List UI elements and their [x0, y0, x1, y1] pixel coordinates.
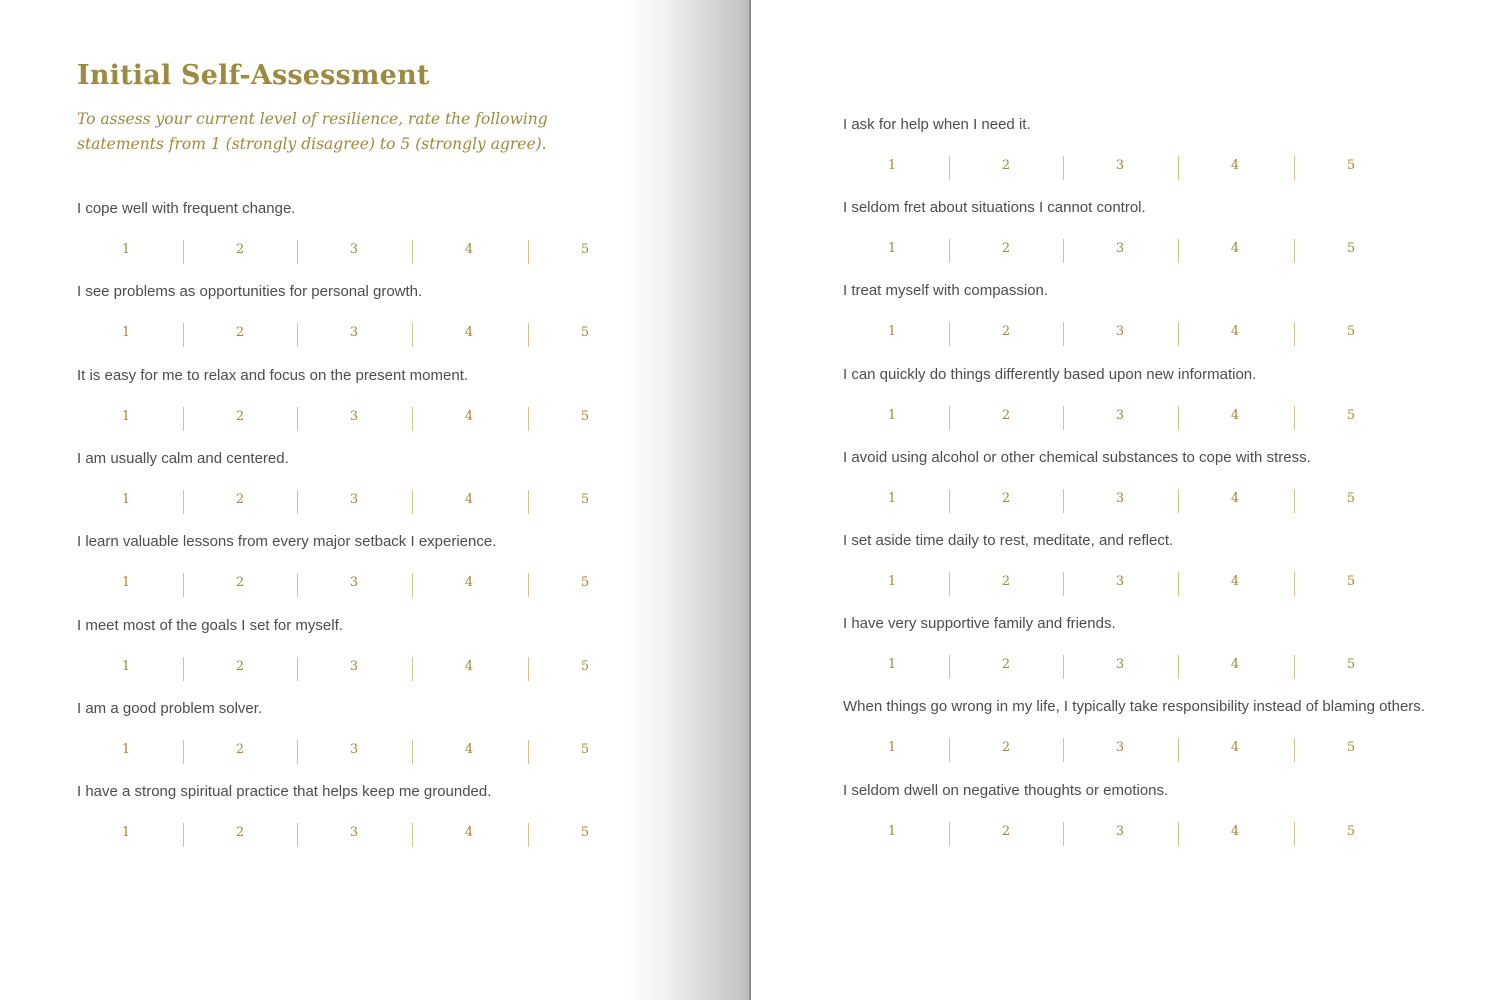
- rating-option-4[interactable]: 4: [464, 242, 474, 257]
- rating-option-2[interactable]: 2: [1001, 158, 1011, 173]
- rating-option-1[interactable]: 1: [887, 823, 897, 839]
- assessment-statement: I am a good problem solver.: [77, 699, 263, 717]
- rating-option-2[interactable]: 2: [1001, 823, 1011, 839]
- rating-option-4[interactable]: 4: [1230, 740, 1240, 756]
- rating-option-5[interactable]: 5: [1346, 574, 1356, 589]
- rating-option-1[interactable]: 1: [887, 324, 897, 340]
- scale-divider: [949, 572, 950, 596]
- rating-option-3[interactable]: 3: [349, 491, 359, 507]
- rating-option-5[interactable]: 5: [1346, 324, 1356, 340]
- scale-divider: [949, 822, 950, 846]
- rating-option-4[interactable]: 4: [464, 825, 474, 841]
- rating-scale: [834, 489, 1414, 513]
- rating-option-4[interactable]: 4: [464, 408, 474, 424]
- rating-option-2[interactable]: 2: [235, 325, 245, 341]
- rating-option-4[interactable]: 4: [1230, 158, 1240, 173]
- scale-divider: [1178, 489, 1179, 513]
- scale-divider: [412, 573, 413, 597]
- scale-divider: [949, 322, 950, 346]
- rating-option-2[interactable]: 2: [235, 658, 245, 674]
- scale-divider: [1063, 322, 1064, 346]
- rating-option-3[interactable]: 3: [349, 408, 359, 424]
- rating-option-3[interactable]: 3: [349, 658, 359, 674]
- scale-divider: [1063, 156, 1064, 180]
- scale-divider: [183, 323, 184, 347]
- rating-option-5[interactable]: 5: [580, 741, 590, 757]
- rating-option-5[interactable]: 5: [580, 825, 590, 841]
- scale-divider: [183, 823, 184, 847]
- rating-option-4[interactable]: 4: [1230, 490, 1240, 506]
- scale-divider: [183, 740, 184, 764]
- scale-divider: [297, 823, 298, 847]
- assessment-statement: I see problems as opportunities for personal growth.: [77, 283, 423, 301]
- rating-option-1[interactable]: 1: [887, 490, 897, 506]
- rating-option-3[interactable]: 3: [1115, 241, 1125, 257]
- scale-divider: [412, 490, 413, 514]
- scale-divider: [297, 490, 298, 514]
- scale-divider: [528, 740, 529, 764]
- scale-divider: [949, 489, 950, 513]
- scale-divider: [1178, 738, 1179, 762]
- scale-divider: [1063, 738, 1064, 762]
- rating-scale: [834, 156, 1414, 180]
- rating-option-2[interactable]: 2: [235, 741, 245, 757]
- scale-divider: [1294, 489, 1295, 513]
- rating-option-3[interactable]: 3: [1115, 740, 1125, 756]
- assessment-statement: I learn valuable lessons from every major setback I experience.: [77, 533, 497, 551]
- scale-divider: [412, 407, 413, 431]
- scale-divider: [1063, 406, 1064, 430]
- scale-divider: [297, 407, 298, 431]
- rating-option-2[interactable]: 2: [235, 491, 245, 507]
- scale-divider: [412, 240, 413, 264]
- scale-divider: [1063, 489, 1064, 513]
- scale-divider: [183, 240, 184, 264]
- rating-option-3[interactable]: 3: [1115, 158, 1125, 173]
- assessment-statement: I ask for help when I need it.: [843, 116, 1031, 133]
- scale-divider: [1294, 822, 1295, 846]
- scale-divider: [1294, 655, 1295, 679]
- rating-option-5[interactable]: 5: [1346, 407, 1356, 423]
- scale-divider: [412, 657, 413, 681]
- rating-option-3[interactable]: 3: [1115, 490, 1125, 506]
- rating-scale: [834, 406, 1414, 430]
- rating-option-5[interactable]: 5: [1346, 158, 1356, 173]
- page-title: Initial Self-Assessment: [77, 60, 430, 91]
- rating-option-4[interactable]: 4: [464, 325, 474, 341]
- rating-option-3[interactable]: 3: [349, 825, 359, 841]
- rating-option-5[interactable]: 5: [580, 325, 590, 341]
- assessment-statement: When things go wrong in my life, I typically take responsibility instead of blaming others.: [843, 698, 1425, 716]
- scale-divider: [1178, 156, 1179, 180]
- scale-divider: [1063, 572, 1064, 596]
- rating-scale: [68, 657, 648, 681]
- scale-divider: [1063, 822, 1064, 846]
- scale-divider: [1178, 655, 1179, 679]
- assessment-statement: I can quickly do things differently based upon new information.: [843, 365, 1257, 383]
- scale-divider: [412, 323, 413, 347]
- rating-option-3[interactable]: 3: [1115, 407, 1125, 423]
- rating-option-2[interactable]: 2: [1001, 324, 1011, 340]
- rating-option-5[interactable]: 5: [1346, 241, 1356, 257]
- scale-divider: [1178, 239, 1179, 263]
- rating-option-4[interactable]: 4: [464, 491, 474, 507]
- scale-divider: [528, 323, 529, 347]
- scale-divider: [528, 823, 529, 847]
- assessment-statement: I meet most of the goals I set for myself.: [77, 616, 343, 634]
- scale-divider: [297, 740, 298, 764]
- rating-option-3[interactable]: 3: [349, 242, 359, 257]
- rating-scale: [834, 322, 1414, 346]
- rating-option-3[interactable]: 3: [1115, 657, 1125, 673]
- rating-option-5[interactable]: 5: [1346, 490, 1356, 506]
- rating-option-2[interactable]: 2: [1001, 241, 1011, 257]
- scale-divider: [412, 740, 413, 764]
- rating-scale: [834, 239, 1414, 263]
- rating-option-2[interactable]: 2: [1001, 740, 1011, 756]
- rating-option-1[interactable]: 1: [121, 658, 131, 674]
- rating-scale: [68, 573, 648, 597]
- rating-option-1[interactable]: 1: [887, 407, 897, 423]
- assessment-statement: It is easy for me to relax and focus on the present moment.: [77, 366, 469, 384]
- scale-divider: [949, 655, 950, 679]
- scale-divider: [183, 573, 184, 597]
- rating-option-3[interactable]: 3: [1115, 574, 1125, 589]
- rating-scale: [834, 655, 1414, 679]
- scale-divider: [1294, 406, 1295, 430]
- rating-scale: [68, 823, 648, 847]
- rating-option-5[interactable]: 5: [580, 491, 590, 507]
- rating-option-4[interactable]: 4: [1230, 823, 1240, 839]
- scale-divider: [528, 240, 529, 264]
- rating-option-5[interactable]: 5: [1346, 740, 1356, 756]
- rating-option-5[interactable]: 5: [580, 408, 590, 424]
- scale-divider: [1294, 738, 1295, 762]
- rating-option-4[interactable]: 4: [464, 658, 474, 674]
- rating-option-2[interactable]: 2: [1001, 407, 1011, 423]
- scale-divider: [1178, 322, 1179, 346]
- rating-option-5[interactable]: 5: [580, 575, 590, 591]
- scale-divider: [528, 407, 529, 431]
- assessment-statement: I cope well with frequent change.: [77, 200, 296, 217]
- rating-option-3[interactable]: 3: [349, 741, 359, 757]
- scale-divider: [297, 657, 298, 681]
- rating-option-2[interactable]: 2: [1001, 490, 1011, 506]
- rating-option-4[interactable]: 4: [1230, 574, 1240, 589]
- scale-divider: [297, 240, 298, 264]
- scale-divider: [528, 657, 529, 681]
- scale-divider: [1294, 322, 1295, 346]
- rating-option-1[interactable]: 1: [887, 657, 897, 673]
- rating-option-3[interactable]: 3: [1115, 324, 1125, 340]
- scale-divider: [412, 823, 413, 847]
- scale-divider: [297, 573, 298, 597]
- rating-option-4[interactable]: 4: [1230, 324, 1240, 340]
- scale-divider: [949, 156, 950, 180]
- rating-option-5[interactable]: 5: [580, 242, 590, 257]
- rating-option-3[interactable]: 3: [1115, 823, 1125, 839]
- scale-divider: [1063, 239, 1064, 263]
- rating-option-5[interactable]: 5: [580, 658, 590, 674]
- rating-option-1[interactable]: 1: [887, 740, 897, 756]
- assessment-statement: I avoid using alcohol or other chemical substances to cope with stress.: [843, 448, 1311, 466]
- rating-option-2[interactable]: 2: [235, 408, 245, 424]
- right-page: [751, 0, 1500, 1000]
- scale-divider: [1178, 572, 1179, 596]
- assessment-statement: I am usually calm and centered.: [77, 449, 289, 467]
- rating-option-2[interactable]: 2: [235, 242, 245, 257]
- rating-option-1[interactable]: 1: [121, 242, 131, 257]
- rating-option-4[interactable]: 4: [464, 575, 474, 591]
- rating-option-1[interactable]: 1: [121, 408, 131, 424]
- rating-scale: [834, 572, 1414, 596]
- scale-divider: [1063, 655, 1064, 679]
- intro-instructions: To assess your current level of resilience, rate the following statements from 1 (strongly disagree) to 5 (strongly agree).: [77, 110, 548, 153]
- rating-scale: [68, 740, 648, 764]
- rating-option-4[interactable]: 4: [1230, 657, 1240, 673]
- rating-option-4[interactable]: 4: [1230, 407, 1240, 423]
- scale-divider: [1178, 822, 1179, 846]
- rating-option-2[interactable]: 2: [1001, 657, 1011, 673]
- assessment-statement: I have very supportive family and friends.: [843, 615, 1116, 633]
- rating-option-1[interactable]: 1: [121, 325, 131, 341]
- rating-scale: [834, 822, 1414, 846]
- rating-option-2[interactable]: 2: [235, 825, 245, 841]
- rating-scale: [68, 490, 648, 514]
- assessment-statement: I have a strong spiritual practice that helps keep me grounded.: [77, 783, 492, 801]
- scale-divider: [528, 573, 529, 597]
- assessment-statement: I seldom dwell on negative thoughts or emotions.: [843, 781, 1169, 799]
- rating-option-1[interactable]: 1: [887, 158, 897, 173]
- rating-option-4[interactable]: 4: [1230, 241, 1240, 257]
- scale-divider: [297, 323, 298, 347]
- rating-scale: [68, 240, 648, 264]
- scale-divider: [183, 407, 184, 431]
- assessment-statement: I treat myself with compassion.: [843, 282, 1049, 300]
- rating-option-1[interactable]: 1: [121, 575, 131, 591]
- scale-divider: [1294, 572, 1295, 596]
- scale-divider: [1294, 156, 1295, 180]
- scale-divider: [949, 738, 950, 762]
- rating-option-1[interactable]: 1: [121, 825, 131, 841]
- rating-scale: [834, 738, 1414, 762]
- rating-option-5[interactable]: 5: [1346, 823, 1356, 839]
- rating-option-3[interactable]: 3: [349, 575, 359, 591]
- rating-scale: [68, 323, 648, 347]
- scale-divider: [183, 657, 184, 681]
- rating-option-5[interactable]: 5: [1346, 657, 1356, 673]
- rating-option-2[interactable]: 2: [235, 575, 245, 591]
- scale-divider: [949, 239, 950, 263]
- rating-option-3[interactable]: 3: [349, 325, 359, 341]
- scale-divider: [1178, 406, 1179, 430]
- scale-divider: [949, 406, 950, 430]
- rating-option-4[interactable]: 4: [464, 741, 474, 757]
- rating-scale: [68, 407, 648, 431]
- scale-divider: [1294, 239, 1295, 263]
- rating-option-1[interactable]: 1: [887, 241, 897, 257]
- assessment-statement: I set aside time daily to rest, meditate, and reflect.: [843, 532, 1174, 549]
- scale-divider: [183, 490, 184, 514]
- rating-option-1[interactable]: 1: [121, 491, 131, 507]
- rating-option-1[interactable]: 1: [887, 574, 897, 589]
- scale-divider: [528, 490, 529, 514]
- rating-option-1[interactable]: 1: [121, 741, 131, 757]
- rating-option-2[interactable]: 2: [1001, 574, 1011, 589]
- assessment-statement: I seldom fret about situations I cannot control.: [843, 199, 1146, 217]
